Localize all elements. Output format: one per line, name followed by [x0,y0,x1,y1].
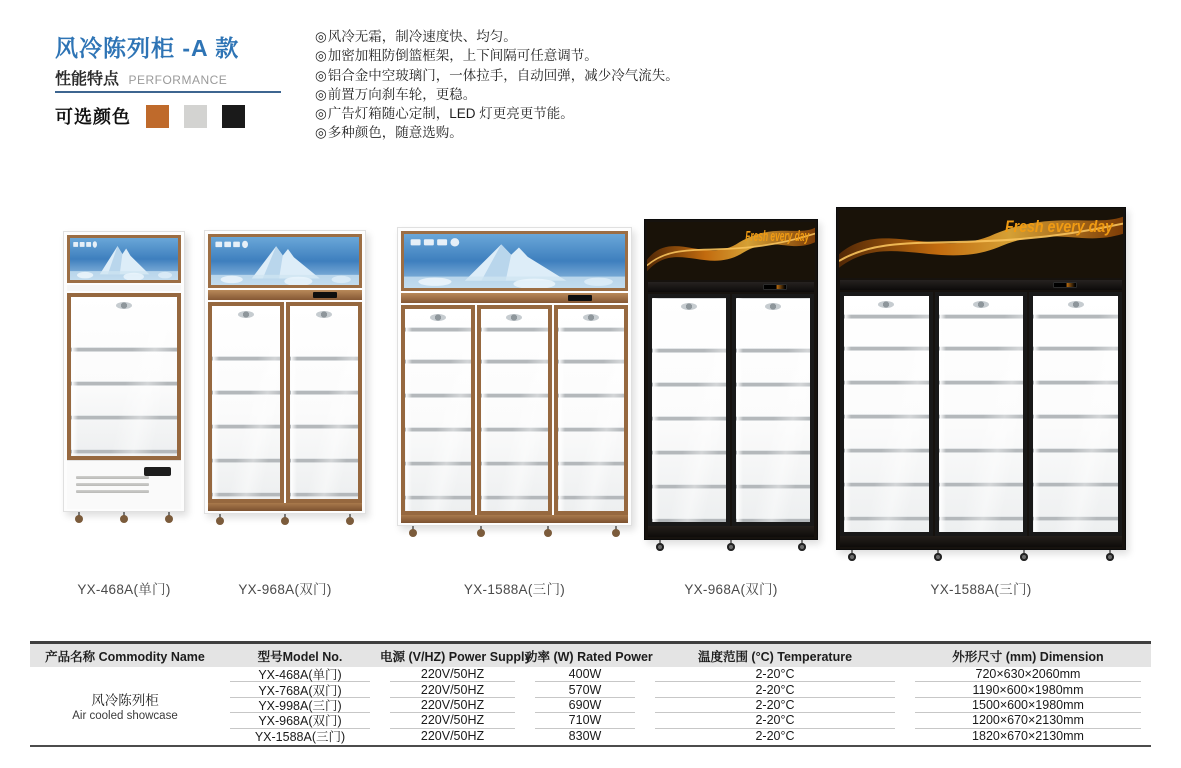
banner-text: Fresh every day [745,227,810,245]
table-cell-rated-power: 830W [568,729,602,744]
cabinet-door [732,294,814,526]
table-cell-model: YX-1588A(三门) [254,730,346,745]
cabinet-glass [481,309,547,511]
banner-text: Fresh every day [1004,217,1114,237]
cabinet-shell [63,231,185,512]
fan-icon [681,303,697,310]
commodity-name-cell [40,667,210,744]
spec-table [30,641,1151,747]
header-power-supply: 电源 (V/HZ) Power Supply [380,649,532,664]
feature-text: 加密加粗防倒篮框架，上下间隔可任意调节。 [327,48,598,64]
commodity-name-en: Air cooled showcase [72,709,178,722]
color-swatches [131,105,245,128]
cabinet-doors [64,293,184,460]
product-label: YX-1588A(三门) [463,582,566,597]
control-strip [840,280,1122,290]
cabinet-shell [397,227,632,526]
performance-heading [55,66,227,89]
header-model: 型号Model No. [257,649,343,664]
caster-wheel [727,540,735,551]
table-cell-power-supply: 220V/50HZ [390,713,515,728]
table-cell-dimension: 1190×600×1980mm [915,682,1141,697]
cabinet-glass [736,298,810,522]
color-swatch-black [222,105,245,128]
cabinet-door [554,305,628,515]
caster-wheel [934,550,942,561]
fan-icon [765,303,781,310]
table-cell-power-supply: 220V/50HZ [390,667,515,682]
feature-list [315,27,679,143]
caster-wheel [281,514,289,525]
heading-rule [55,91,281,93]
vent-grille [76,476,149,493]
feature-text: 风冷无霜，制冷速度快、均匀。 [327,29,517,44]
casters [644,540,818,552]
feature-item [315,85,679,104]
header-dimension: 外形尺寸 (mm) Dimension [952,649,1104,664]
feature-text: 前置万向刹车轮，更稳。 [327,86,477,102]
control-strip [208,290,362,300]
caster-wheel [477,526,485,537]
fan-icon [973,301,989,308]
cabinet-door [401,305,475,515]
cabinet-glass [558,309,624,511]
banner-graphic [647,222,815,280]
cabinet-shell [836,207,1126,550]
performance-label-en: PERFORMANCE [128,73,228,87]
table-cell-temperature: 2-20°C [655,713,895,728]
spec-table-header [30,641,1151,667]
cabinet-doors [837,292,1125,536]
ice-lightbox [67,235,181,283]
table-cell-dimension: 1200×670×2130mm [915,713,1141,728]
cabinet-door [1029,292,1122,536]
fan-icon [316,311,332,318]
casters [397,526,632,538]
table-cell-power-supply: 220V/50HZ [420,729,485,744]
cabinet-doors [205,302,365,503]
cabinet-door [67,293,181,460]
cabinet-door [648,294,730,526]
performance-label-cn: 性能特点 [55,71,120,88]
cabinet-base [208,503,362,511]
header-temperature: 温度范围 (°C) Temperature [697,649,853,664]
vent-panel [67,460,181,509]
header-rated-power: 功率 (W) Rated Power [525,649,653,664]
banner-graphic [839,210,1123,278]
caster-wheel [848,550,856,561]
control-strip [648,282,814,292]
table-cell-dimension: 720×630×2060mm [915,667,1141,682]
header-commodity: 产品名称 Commodity Name [45,649,205,664]
feature-item [315,66,679,85]
cabinet-base [401,515,628,523]
cabinet-glass [844,296,929,532]
table-cell-temperature: 2-20°C [655,682,895,697]
temperature-display [568,295,592,301]
caster-wheel [656,540,664,551]
product-cabinet [204,230,366,526]
table-cell-rated-power: 570W [535,682,635,697]
caster-wheel [798,540,806,551]
cabinet-base [840,536,1122,547]
cabinet-glass [1033,296,1118,532]
caster-wheel [1106,550,1114,561]
caster-wheel [75,512,83,523]
feature-item [315,27,679,46]
feature-item [315,104,679,123]
banner-lightbox [647,222,815,280]
table-cell-model: YX-998A(三门) [230,698,370,713]
cabinet-door [477,305,551,515]
caster-wheel [544,526,552,537]
color-swatch-bronze [146,105,169,128]
fan-icon [116,302,132,309]
banner-lightbox [839,210,1123,278]
table-cell-dimension: 1500×600×1980mm [915,698,1141,713]
fan-icon [238,311,254,318]
temperature-display [1053,282,1077,288]
control-strip [401,293,628,303]
bullet-icon: ◎ [315,67,327,83]
lightbox-ice-graphic [404,234,625,288]
table-cell-rated-power: 690W [535,698,635,713]
ice-lightbox [401,231,628,291]
product-label: YX-968A(双门) [684,582,778,597]
cabinet-glass [405,309,471,511]
cabinet-door [208,302,284,503]
page-title: 风冷陈列柜 -A 款 [55,35,240,61]
temperature-display [763,284,787,290]
cabinet-glass [71,297,177,456]
product-cabinet [836,207,1126,562]
bullet-icon: ◎ [315,106,327,122]
cabinet-door [840,292,933,536]
product-label: YX-468A(单门) [77,582,171,597]
table-cell-power-supply: 220V/50HZ [390,698,515,713]
fan-icon [1068,301,1084,308]
cabinet-shell [204,230,366,514]
table-cell-temperature: 2-20°C [755,729,795,744]
temperature-display [313,292,337,298]
table-cell-temperature: 2-20°C [655,667,895,682]
color-swatch-silver [184,105,207,128]
table-cell-power-supply: 220V/50HZ [390,682,515,697]
cabinet-doors [645,294,817,526]
feature-text: 多种颜色，随意选购。 [327,125,463,141]
lightbox-ice-graphic [70,238,178,280]
cabinet-glass [290,306,358,499]
fan-icon [506,314,522,321]
cabinet-glass [939,296,1024,532]
caster-wheel [409,526,417,537]
casters [63,512,185,524]
casters [836,550,1126,562]
colors-label: 可选颜色 [55,107,131,127]
feature-text: 铝合金中空玻璃门，一体拉手，自动回弹，减少冷气流失。 [327,67,679,83]
cabinet-shell [644,219,818,540]
product-label: YX-968A(双门) [238,582,332,597]
fan-icon [878,301,894,308]
product-label: YX-1588A(三门) [930,582,1032,597]
commodity-name-cn: 风冷陈列柜 [91,692,159,708]
feature-item [315,123,679,142]
table-cell-model: YX-768A(双门) [230,682,370,697]
table-cell-rated-power: 400W [535,667,635,682]
caster-wheel [120,512,128,523]
table-cell-temperature: 2-20°C [655,698,895,713]
caster-wheel [1020,550,1028,561]
fan-icon [430,314,446,321]
cabinet-glass [212,306,280,499]
lightbox-ice-graphic [211,237,359,285]
ice-lightbox [208,234,362,288]
spec-table-body [30,667,1151,745]
bullet-icon: ◎ [315,48,327,64]
caster-wheel [612,526,620,537]
caster-wheel [165,512,173,523]
cabinet-door [286,302,362,503]
caster-wheel [346,514,354,525]
cabinet-door [935,292,1028,536]
caster-wheel [216,514,224,525]
table-cell-rated-power: 710W [535,713,635,728]
cabinet-base [648,526,814,537]
product-cabinet [644,219,818,552]
fan-icon [583,314,599,321]
bullet-icon: ◎ [315,86,327,102]
product-cabinet [397,227,632,538]
color-options [55,103,245,129]
bullet-icon: ◎ [315,125,327,141]
feature-item [315,46,679,65]
table-cell-model: YX-468A(单门) [230,667,370,682]
control-strip [67,285,181,291]
cabinet-glass [652,298,726,522]
control-display [144,467,171,476]
table-cell-dimension: 1820×670×2130mm [972,729,1084,744]
product-cabinet [63,231,185,524]
cabinet-doors [398,305,631,515]
casters [204,514,366,526]
feature-text: 广告灯箱随心定制，LED 灯更亮更节能。 [327,106,574,122]
bullet-icon: ◎ [315,29,327,44]
table-cell-model: YX-968A(双门) [230,713,370,728]
